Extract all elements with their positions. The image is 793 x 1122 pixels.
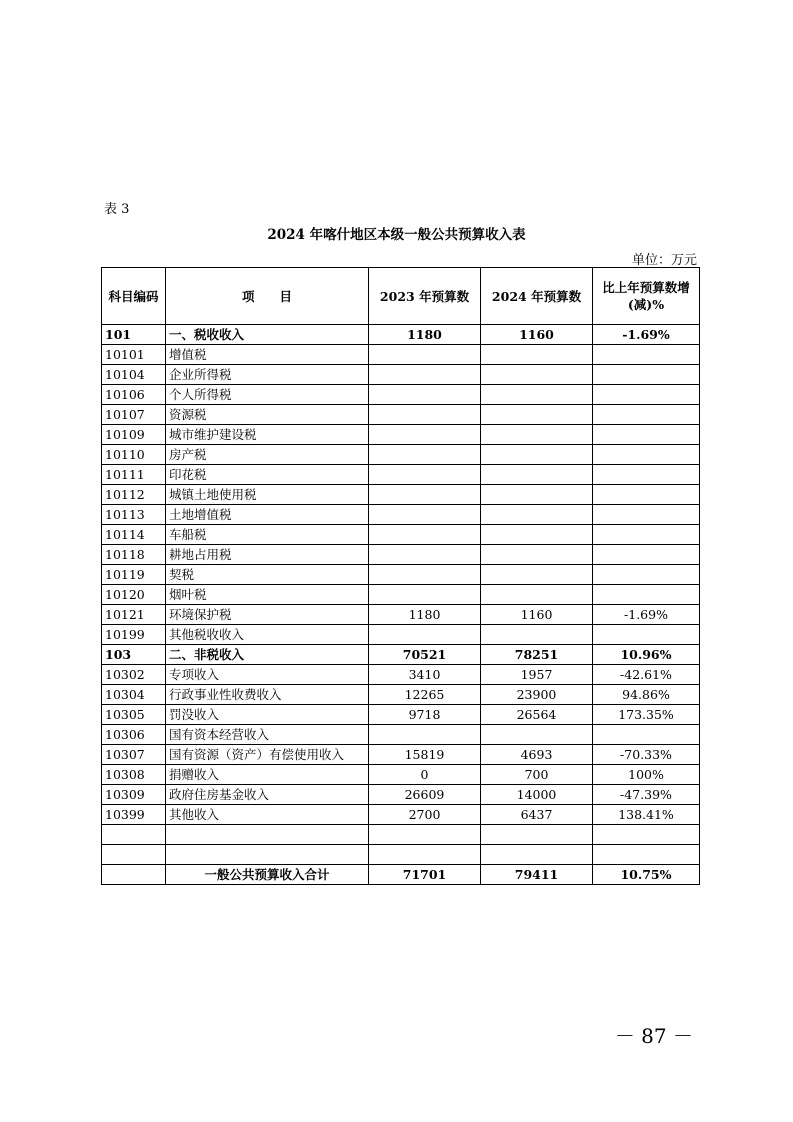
row-item: 房产税 <box>166 445 369 465</box>
row-code: 10308 <box>102 765 166 785</box>
row-code: 10306 <box>102 725 166 745</box>
row-2024 <box>481 565 593 585</box>
table-row <box>102 345 700 365</box>
row-2023 <box>369 345 481 365</box>
row-2023 <box>369 545 481 565</box>
total-label: 一般公共预算收入合计 <box>166 865 369 885</box>
row-2024 <box>481 625 593 645</box>
row-2024 <box>481 505 593 525</box>
row-2023: 26609 <box>369 785 481 805</box>
row-code <box>102 845 166 865</box>
row-item: 增值税 <box>166 345 369 365</box>
row-2024 <box>481 725 593 745</box>
total-2024: 79411 <box>481 865 593 885</box>
row-item: 国有资源（资产）有偿使用收入 <box>166 745 369 765</box>
row-item: 契税 <box>166 565 369 585</box>
row-item <box>166 845 369 865</box>
row-code: 10304 <box>102 685 166 705</box>
row-code: 103 <box>102 645 166 665</box>
table-row <box>102 405 700 425</box>
row-code: 10121 <box>102 605 166 625</box>
row-code: 10114 <box>102 525 166 545</box>
row-code: 10106 <box>102 385 166 405</box>
table-row <box>102 385 700 405</box>
table-row <box>102 765 700 785</box>
row-code: 10307 <box>102 745 166 765</box>
row-change <box>593 445 700 465</box>
row-2023 <box>369 405 481 425</box>
row-item: 烟叶税 <box>166 585 369 605</box>
table-row <box>102 365 700 385</box>
row-2024: 4693 <box>481 745 593 765</box>
row-code: 10119 <box>102 565 166 585</box>
row-change <box>593 365 700 385</box>
row-item: 专项收入 <box>166 665 369 685</box>
row-code: 10199 <box>102 625 166 645</box>
table-row <box>102 605 700 625</box>
row-code: 10120 <box>102 585 166 605</box>
row-item: 印花税 <box>166 465 369 485</box>
row-item: 资源税 <box>166 405 369 425</box>
row-2024: 14000 <box>481 785 593 805</box>
table-row <box>102 745 700 765</box>
table-row <box>102 845 700 865</box>
row-item: 政府住房基金收入 <box>166 785 369 805</box>
row-2024 <box>481 485 593 505</box>
row-2024 <box>481 545 593 565</box>
table-row <box>102 445 700 465</box>
row-item: 环境保护税 <box>166 605 369 625</box>
row-2024: 700 <box>481 765 593 785</box>
row-change: -70.33% <box>593 745 700 765</box>
table-row <box>102 525 700 545</box>
header-item: 项 目 <box>166 268 369 325</box>
row-2023 <box>369 565 481 585</box>
row-2023 <box>369 485 481 505</box>
row-code: 10101 <box>102 345 166 365</box>
row-2023: 2700 <box>369 805 481 825</box>
row-2024: 1957 <box>481 665 593 685</box>
row-2023 <box>369 425 481 445</box>
row-change <box>593 525 700 545</box>
row-change: 94.86% <box>593 685 700 705</box>
row-2024 <box>481 825 593 845</box>
row-change <box>593 625 700 645</box>
row-change <box>593 505 700 525</box>
row-code: 10399 <box>102 805 166 825</box>
table-row <box>102 685 700 705</box>
row-code: 10109 <box>102 425 166 445</box>
row-2024: 1160 <box>481 605 593 625</box>
row-2023: 70521 <box>369 645 481 665</box>
page-title: 2024 年喀什地区本级一般公共预算收入表 <box>267 227 526 243</box>
row-2024: 26564 <box>481 705 593 725</box>
row-item: 土地增值税 <box>166 505 369 525</box>
row-item: 其他收入 <box>166 805 369 825</box>
table-row <box>102 805 700 825</box>
header-code: 科目编码 <box>102 268 166 325</box>
row-2023: 12265 <box>369 685 481 705</box>
row-code: 10118 <box>102 545 166 565</box>
table-row <box>102 785 700 805</box>
row-item: 罚没收入 <box>166 705 369 725</box>
row-2023 <box>369 445 481 465</box>
row-code: 10305 <box>102 705 166 725</box>
row-2023: 1180 <box>369 605 481 625</box>
row-item: 企业所得税 <box>166 365 369 385</box>
row-change <box>593 485 700 505</box>
row-2023 <box>369 465 481 485</box>
row-change <box>593 845 700 865</box>
total-2023: 71701 <box>369 865 481 885</box>
table-row <box>102 585 700 605</box>
row-2023: 0 <box>369 765 481 785</box>
row-code <box>102 825 166 845</box>
table-label: 表 3 <box>104 202 130 217</box>
row-2024: 6437 <box>481 805 593 825</box>
table-row <box>102 425 700 445</box>
row-change <box>593 585 700 605</box>
row-code: 10110 <box>102 445 166 465</box>
table-row <box>102 565 700 585</box>
row-change: 10.96% <box>593 645 700 665</box>
row-2023 <box>369 385 481 405</box>
row-2024 <box>481 585 593 605</box>
row-code: 10107 <box>102 405 166 425</box>
row-2024 <box>481 425 593 445</box>
row-2023: 9718 <box>369 705 481 725</box>
table-row <box>102 505 700 525</box>
page-number: － 87 － <box>614 1024 693 1048</box>
row-change: 138.41% <box>593 805 700 825</box>
budget-table <box>101 267 700 885</box>
row-2023 <box>369 505 481 525</box>
unit-label: 单位：万元 <box>631 253 697 268</box>
row-change <box>593 545 700 565</box>
row-item: 二、非税收入 <box>166 645 369 665</box>
table-row <box>102 665 700 685</box>
row-item: 行政事业性收费收入 <box>166 685 369 705</box>
table-row <box>102 485 700 505</box>
row-2023 <box>369 825 481 845</box>
row-change <box>593 385 700 405</box>
row-code: 101 <box>102 325 166 345</box>
row-2024: 1160 <box>481 325 593 345</box>
row-code: 10113 <box>102 505 166 525</box>
row-2023: 1180 <box>369 325 481 345</box>
row-2023: 3410 <box>369 665 481 685</box>
row-code: 10302 <box>102 665 166 685</box>
header-row <box>102 268 700 325</box>
row-code: 10112 <box>102 485 166 505</box>
header-2023: 2023 年预算数 <box>369 268 481 325</box>
row-item: 耕地占用税 <box>166 545 369 565</box>
row-item: 城市维护建设税 <box>166 425 369 445</box>
row-change <box>593 425 700 445</box>
row-2023: 15819 <box>369 745 481 765</box>
row-2023 <box>369 525 481 545</box>
row-change: 173.35% <box>593 705 700 725</box>
row-change <box>593 565 700 585</box>
header-2024: 2024 年预算数 <box>481 268 593 325</box>
row-item: 捐赠收入 <box>166 765 369 785</box>
row-change: -1.69% <box>593 605 700 625</box>
row-item: 其他税收收入 <box>166 625 369 645</box>
row-2024 <box>481 525 593 545</box>
row-2023 <box>369 845 481 865</box>
table-row <box>102 725 700 745</box>
row-code: 10111 <box>102 465 166 485</box>
row-2024: 78251 <box>481 645 593 665</box>
row-2024: 23900 <box>481 685 593 705</box>
row-2023 <box>369 585 481 605</box>
table-row <box>102 645 700 665</box>
table-row <box>102 625 700 645</box>
table-row <box>102 705 700 725</box>
table-row <box>102 825 700 845</box>
row-change: -42.61% <box>593 665 700 685</box>
row-2023 <box>369 365 481 385</box>
row-code: 10104 <box>102 365 166 385</box>
total-code-cell <box>102 865 166 885</box>
row-change: -1.69% <box>593 325 700 345</box>
row-2024 <box>481 345 593 365</box>
row-change <box>593 825 700 845</box>
row-2024 <box>481 405 593 425</box>
row-item: 国有资本经营收入 <box>166 725 369 745</box>
row-item: 一、税收收入 <box>166 325 369 345</box>
row-item: 城镇土地使用税 <box>166 485 369 505</box>
row-change <box>593 465 700 485</box>
total-change: 10.75% <box>593 865 700 885</box>
table-row <box>102 465 700 485</box>
row-2024 <box>481 465 593 485</box>
row-2023 <box>369 625 481 645</box>
row-2024 <box>481 385 593 405</box>
row-change <box>593 345 700 365</box>
row-change <box>593 405 700 425</box>
row-item: 车船税 <box>166 525 369 545</box>
table-body <box>102 325 700 865</box>
row-item <box>166 825 369 845</box>
row-2024 <box>481 845 593 865</box>
row-change: -47.39% <box>593 785 700 805</box>
table-row <box>102 545 700 565</box>
row-code: 10309 <box>102 785 166 805</box>
row-2024 <box>481 365 593 385</box>
row-change <box>593 725 700 745</box>
row-change: 100% <box>593 765 700 785</box>
total-row <box>102 865 700 885</box>
row-item: 个人所得税 <box>166 385 369 405</box>
header-change: 比上年预算数增(减)% <box>593 268 700 325</box>
row-2023 <box>369 725 481 745</box>
table-row <box>102 325 700 345</box>
row-2024 <box>481 445 593 465</box>
